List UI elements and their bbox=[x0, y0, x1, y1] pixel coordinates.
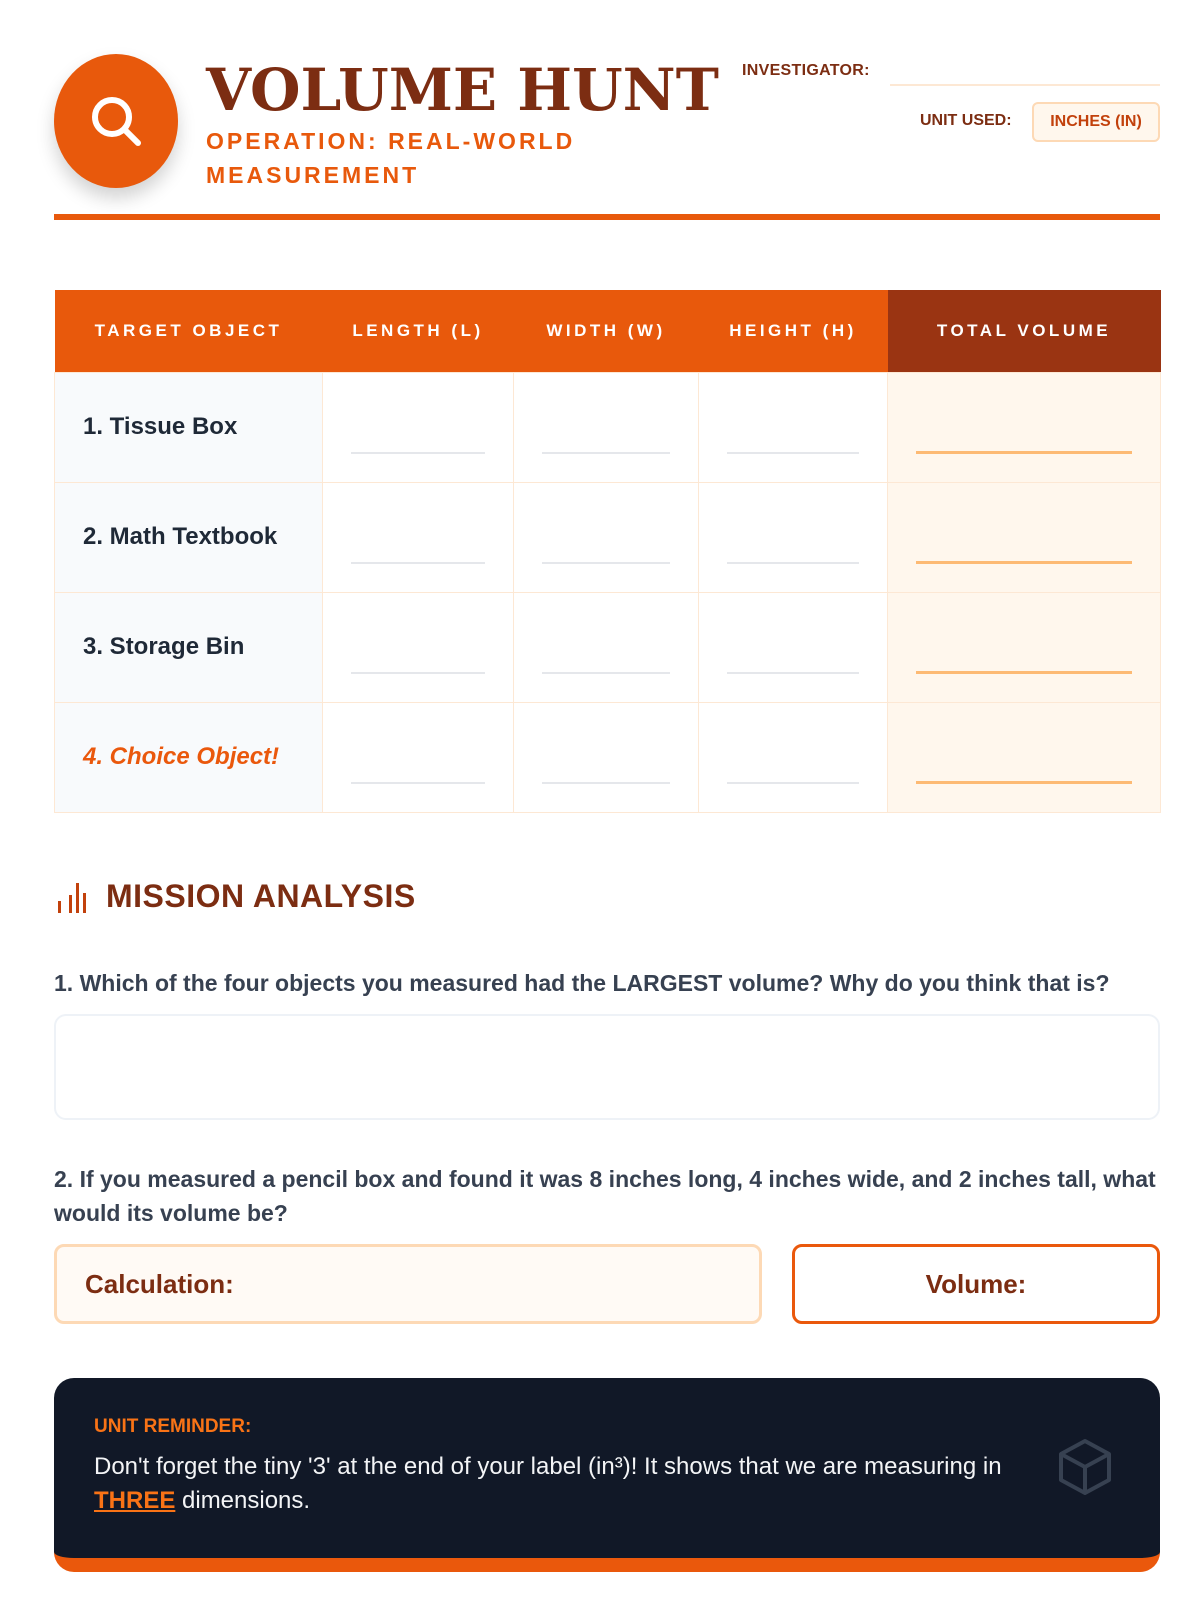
reminder-emphasis: THREE bbox=[94, 1487, 176, 1514]
fill-line bbox=[727, 782, 859, 784]
object-name: 3. Storage Bin bbox=[55, 592, 323, 702]
cube-icon bbox=[1054, 1436, 1116, 1498]
height-cell[interactable] bbox=[699, 482, 888, 592]
investigator-field[interactable] bbox=[890, 84, 1160, 86]
question-1: 1. Which of the four objects you measured had the LARGEST volume? Why do you think that is? bbox=[54, 970, 1110, 996]
width-cell[interactable] bbox=[514, 592, 699, 702]
total-volume-cell[interactable] bbox=[888, 702, 1161, 812]
question-2: 2. If you measured a pencil box and found it was 8 inches long, 4 inches wide, and 2 inches tall, what would its volume be? bbox=[54, 1166, 1156, 1226]
total-volume-cell[interactable] bbox=[888, 592, 1161, 702]
column-header-width: WIDTH (W) bbox=[514, 290, 699, 372]
column-header-total-volume: TOTAL VOLUME bbox=[888, 290, 1161, 372]
height-cell[interactable] bbox=[699, 702, 888, 812]
column-header-length: LENGTH (L) bbox=[323, 290, 514, 372]
reminder-text-before: Don't forget the tiny '3' at the end of your label (in³)! It shows that we are measuring in bbox=[94, 1453, 1002, 1480]
height-cell[interactable] bbox=[699, 592, 888, 702]
fill-line bbox=[542, 562, 670, 564]
volume-label: Volume: bbox=[925, 1268, 1027, 1299]
worksheet-header bbox=[54, 54, 1160, 224]
fill-line bbox=[916, 671, 1132, 674]
reminder-label: UNIT REMINDER: bbox=[94, 1416, 252, 1437]
length-cell[interactable] bbox=[323, 702, 514, 812]
unit-reminder-panel bbox=[54, 1378, 1160, 1572]
volume-box[interactable] bbox=[792, 1244, 1160, 1324]
length-cell[interactable] bbox=[323, 592, 514, 702]
length-cell[interactable] bbox=[323, 482, 514, 592]
bar-chart-icon bbox=[54, 879, 90, 915]
fill-line bbox=[727, 562, 859, 564]
total-volume-cell[interactable] bbox=[888, 482, 1161, 592]
reminder-text bbox=[94, 1450, 1044, 1518]
table-header-row bbox=[55, 290, 1161, 372]
length-cell[interactable] bbox=[323, 372, 514, 482]
reminder-text-after: dimensions. bbox=[175, 1487, 311, 1514]
header-divider bbox=[54, 214, 1160, 220]
fill-line bbox=[351, 562, 485, 564]
height-cell[interactable] bbox=[699, 372, 888, 482]
object-name: 4. Choice Object! bbox=[55, 702, 323, 812]
search-icon bbox=[86, 91, 146, 151]
total-volume-cell[interactable] bbox=[888, 372, 1161, 482]
table-row bbox=[55, 372, 1161, 482]
width-cell[interactable] bbox=[514, 702, 699, 812]
calculation-label: Calculation: bbox=[85, 1268, 234, 1299]
fill-line bbox=[542, 782, 670, 784]
fill-line bbox=[916, 451, 1132, 454]
unit-label: UNIT USED: bbox=[920, 112, 1012, 129]
section-title: MISSION ANALYSIS bbox=[106, 878, 416, 914]
fill-line bbox=[542, 672, 670, 674]
fill-line bbox=[351, 672, 485, 674]
object-name: 1. Tissue Box bbox=[55, 372, 323, 482]
column-header-target-object: TARGET OBJECT bbox=[55, 290, 323, 372]
mission-analysis-heading bbox=[54, 878, 416, 915]
logo-badge bbox=[54, 54, 178, 188]
unit-badge: INCHES (IN) bbox=[1032, 102, 1160, 142]
column-header-height: HEIGHT (H) bbox=[699, 290, 888, 372]
calculation-box[interactable] bbox=[54, 1244, 762, 1324]
width-cell[interactable] bbox=[514, 482, 699, 592]
fill-line bbox=[727, 672, 859, 674]
fill-line bbox=[351, 452, 485, 454]
fill-line bbox=[351, 782, 485, 784]
page-title: VOLUME HUNT bbox=[206, 56, 719, 124]
investigator-label: INVESTIGATOR: bbox=[742, 62, 870, 79]
table-row bbox=[55, 482, 1161, 592]
fill-line bbox=[916, 781, 1132, 784]
table-row bbox=[55, 592, 1161, 702]
fill-line bbox=[542, 452, 670, 454]
fill-line bbox=[727, 452, 859, 454]
page-subtitle: OPERATION: REAL-WORLD MEASUREMENT bbox=[206, 128, 576, 188]
table-row bbox=[55, 702, 1161, 812]
object-name: 2. Math Textbook bbox=[55, 482, 323, 592]
measurement-table bbox=[54, 290, 1161, 813]
question-1-answer-box[interactable] bbox=[54, 1014, 1160, 1120]
width-cell[interactable] bbox=[514, 372, 699, 482]
fill-line bbox=[916, 561, 1132, 564]
